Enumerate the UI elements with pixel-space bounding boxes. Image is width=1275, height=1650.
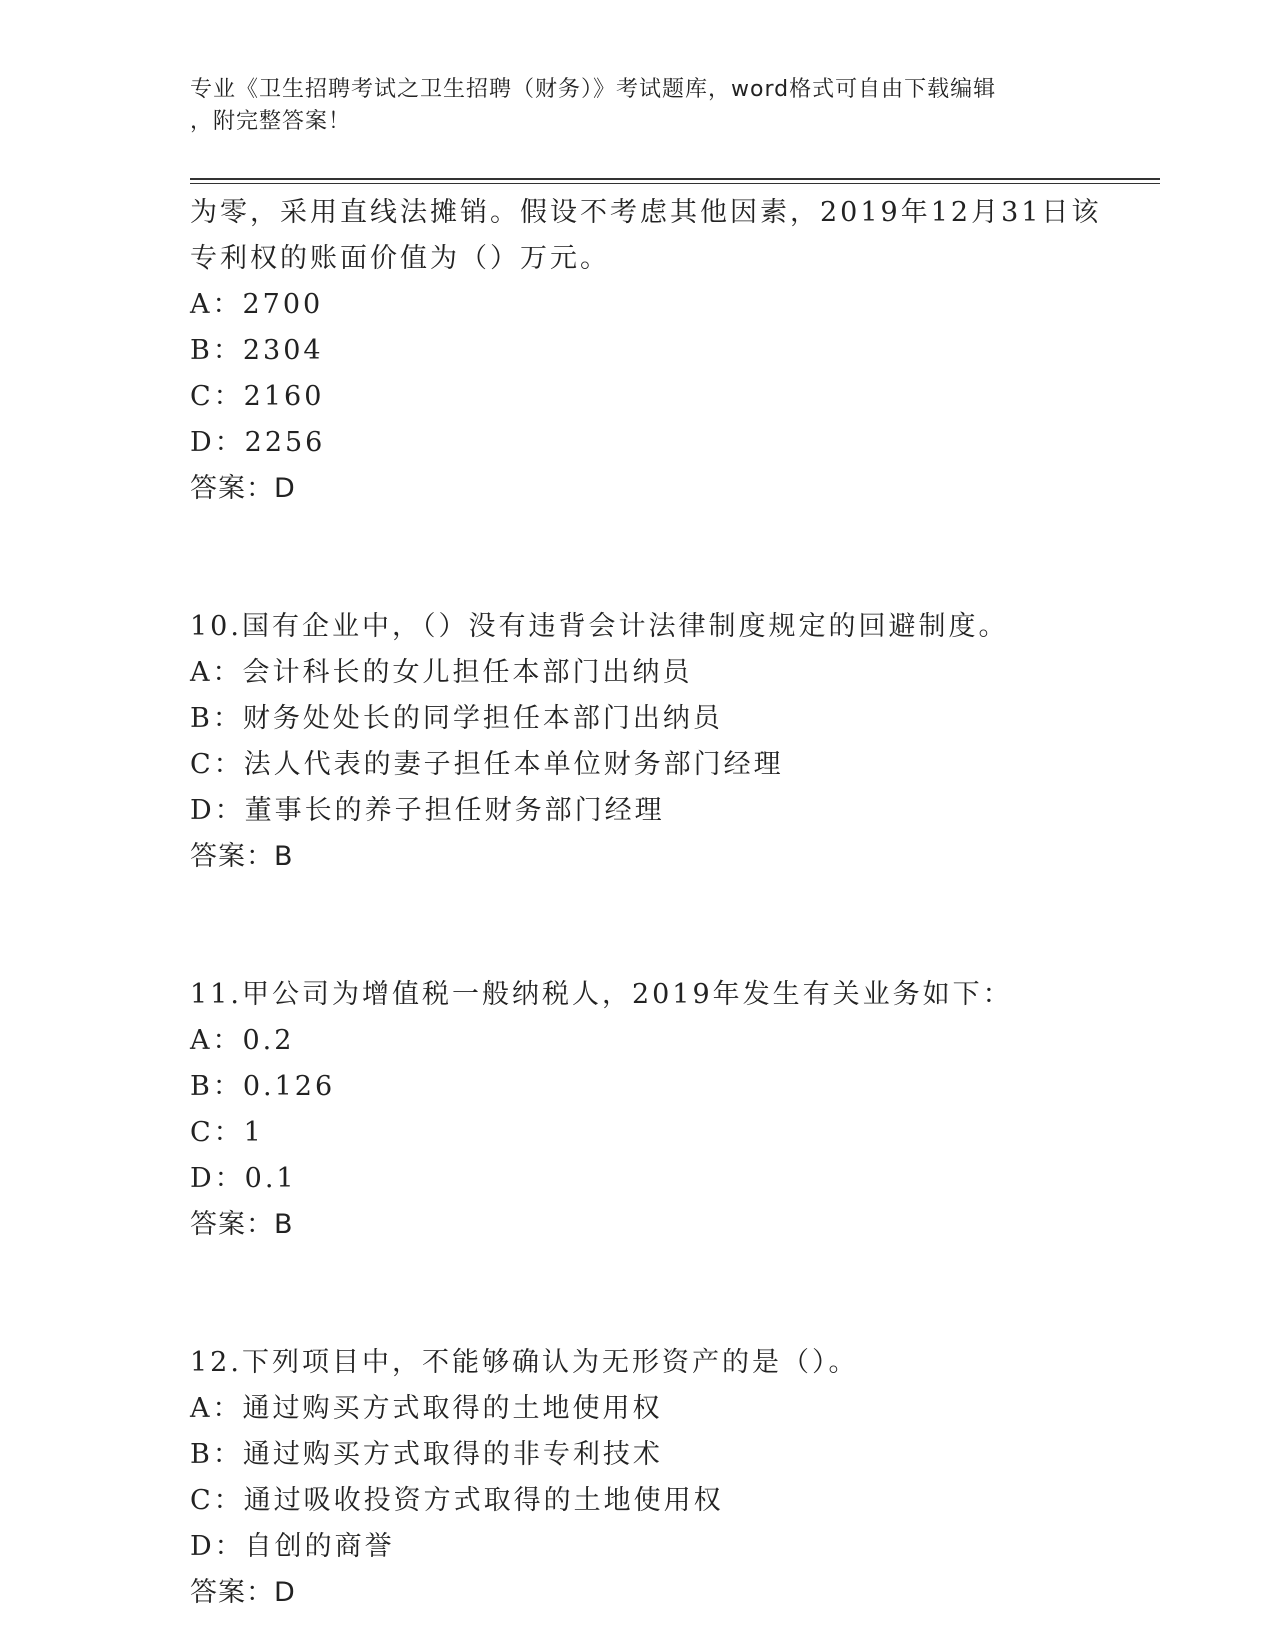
question-9 — [190, 190, 1102, 512]
option-d: D：自创的商誉 — [190, 1531, 395, 1562]
header-divider — [190, 178, 1160, 184]
option-a: A：0.2 — [190, 1025, 295, 1056]
header-line-2: ，附完整答案！ — [190, 109, 352, 134]
option-a: A：会计科长的女儿担任本部门出纳员 — [190, 657, 693, 688]
question-list — [190, 190, 1102, 1616]
question-10 — [190, 604, 1090, 880]
option-c: C：通过吸收投资方式取得的土地使用权 — [190, 1485, 724, 1516]
answer: 答案：B — [190, 841, 294, 872]
question-text: 12.下列项目中，不能够确认为无形资产的是（）。 — [190, 1347, 859, 1378]
question-text: 为零，采用直线法摊销。假设不考虑其他因素，2019年12月31日该 — [190, 197, 1102, 228]
question-text: 11.甲公司为增值税一般纳税人，2019年发生有关业务如下： — [190, 979, 1013, 1010]
answer: 答案：B — [190, 1209, 294, 1240]
option-d: D：0.1 — [190, 1163, 297, 1194]
option-b: B：0.126 — [190, 1071, 336, 1102]
answer: 答案：D — [190, 1577, 296, 1608]
option-c: C：1 — [190, 1117, 264, 1148]
option-b: B：通过购买方式取得的非专利技术 — [190, 1439, 663, 1470]
option-d: D：董事长的养子担任财务部门经理 — [190, 795, 665, 826]
option-a: A：通过购买方式取得的土地使用权 — [190, 1393, 663, 1424]
question-11 — [190, 972, 1090, 1248]
question-12 — [190, 1340, 1090, 1616]
option-d: D：2256 — [190, 427, 326, 458]
option-c: C：法人代表的妻子担任本单位财务部门经理 — [190, 749, 784, 780]
option-b: B：财务处处长的同学担任本部门出纳员 — [190, 703, 723, 734]
option-c: C：2160 — [190, 381, 325, 412]
option-b: B：2304 — [190, 335, 324, 366]
option-a: A：2700 — [190, 289, 324, 320]
question-text: 专利权的账面价值为（）万元。 — [190, 243, 610, 274]
question-text: 10.国有企业中，（）没有违背会计法律制度规定的回避制度。 — [190, 611, 1009, 642]
document-header — [190, 74, 1070, 138]
answer: 答案：D — [190, 473, 296, 504]
header-line-1: 专业《卫生招聘考试之卫生招聘（财务）》考试题库，word格式可自由下载编辑 — [190, 77, 997, 102]
